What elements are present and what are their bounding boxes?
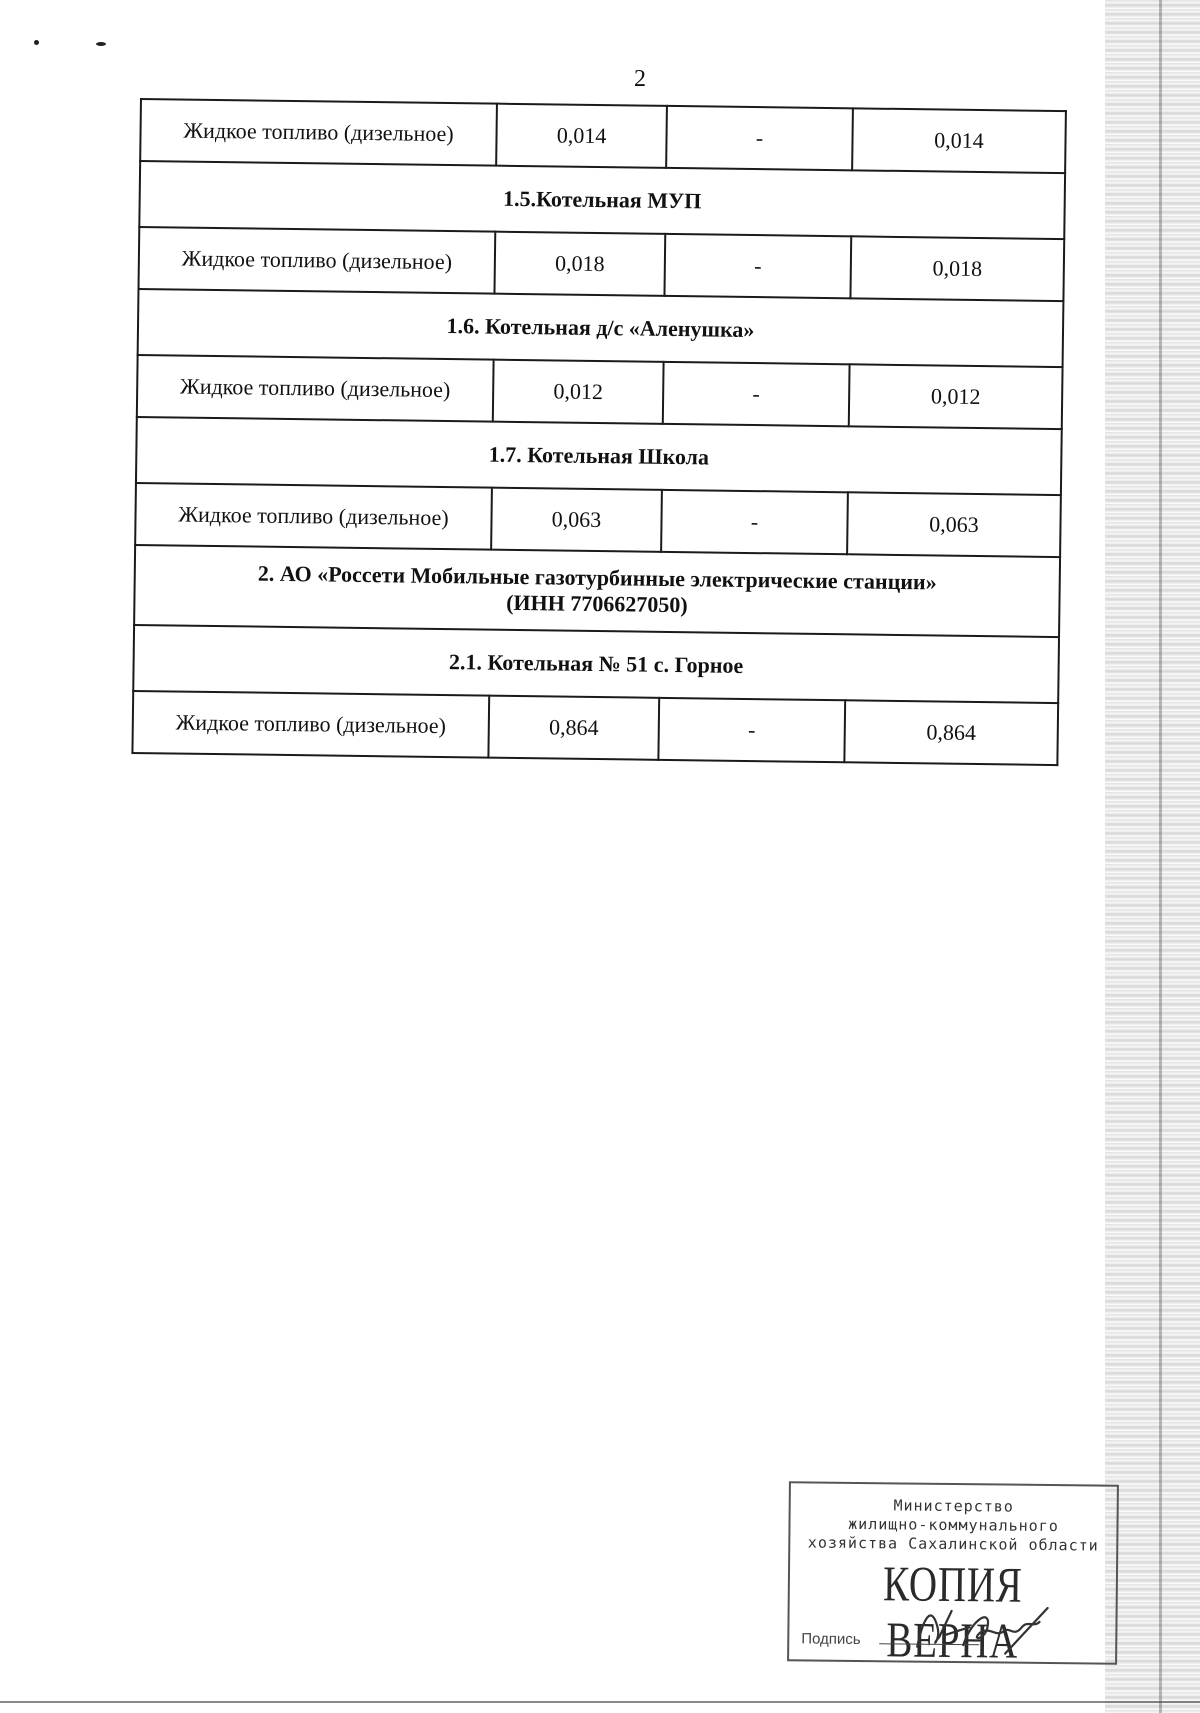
fuel-type-cell: Жидкое топливо (дизельное) [135, 483, 492, 550]
stamp-copy-verified: КОПИЯ ВЕРНА [882, 1555, 1023, 1669]
scan-edge-line [1159, 0, 1162, 1713]
section-row [139, 161, 1065, 239]
value-cell-b: - [663, 362, 850, 426]
section-row [136, 417, 1062, 495]
section-title: 1.5.Котельная МУП [139, 161, 1065, 239]
fuel-type-cell: Жидкое топливо (дизельное) [138, 227, 495, 294]
value-cell-a: 0,014 [496, 104, 667, 168]
value-cell-c: 0,063 [847, 492, 1061, 557]
value-cell-a: 0,018 [494, 232, 665, 296]
section-row [133, 625, 1059, 703]
stamp-signature-label: Подпись [801, 1630, 861, 1649]
page-number: 2 [634, 66, 646, 92]
section-title: 2.1. Котельная № 51 с. Горное [133, 625, 1059, 703]
value-cell-b: - [658, 698, 845, 762]
value-cell-c: 0,014 [852, 108, 1066, 173]
value-cell-b: - [666, 106, 853, 170]
organization-heading [134, 545, 1060, 637]
handwritten-signature [909, 1597, 1060, 1659]
value-cell-b: - [664, 234, 851, 298]
value-cell-a: 0,063 [491, 488, 662, 552]
section-row [134, 545, 1060, 637]
scan-speck [34, 40, 39, 45]
value-cell-a: 0,864 [488, 696, 659, 760]
section-row [138, 289, 1064, 367]
organization-title: 2. АО «Россети Мобильные газотурбинные электрические станции» [257, 560, 937, 595]
fuel-type-cell: Жидкое топливо (дизельное) [140, 99, 497, 166]
table-row [132, 691, 1058, 765]
value-cell-b: - [661, 490, 848, 554]
value-cell-a: 0,012 [493, 360, 664, 424]
stamp-ministry-line: Министерство [893, 1496, 1014, 1516]
section-title: 1.7. Котельная Школа [136, 417, 1062, 495]
section-title: 1.6. Котельная д/с «Аленушка» [138, 289, 1064, 367]
organization-inn: (ИНН 7706627050) [506, 589, 688, 618]
certification-stamp [787, 1481, 1119, 1669]
value-cell-c: 0,018 [850, 236, 1064, 301]
value-cell-c: 0,012 [849, 364, 1063, 429]
fuel-type-cell: Жидкое топливо (дизельное) [137, 355, 494, 422]
stamp-ministry-line: хозяйства Сахалинской области [807, 1533, 1099, 1555]
fuel-type-cell: Жидкое топливо (дизельное) [132, 691, 489, 758]
value-cell-c: 0,864 [844, 700, 1058, 765]
stamp-ministry-line: жилищно-коммунального [848, 1514, 1059, 1536]
scan-bottom-line [0, 1701, 1200, 1703]
fuel-table [131, 98, 1067, 766]
scan-edge-noise [1105, 0, 1200, 1713]
scan-speck [96, 42, 106, 46]
